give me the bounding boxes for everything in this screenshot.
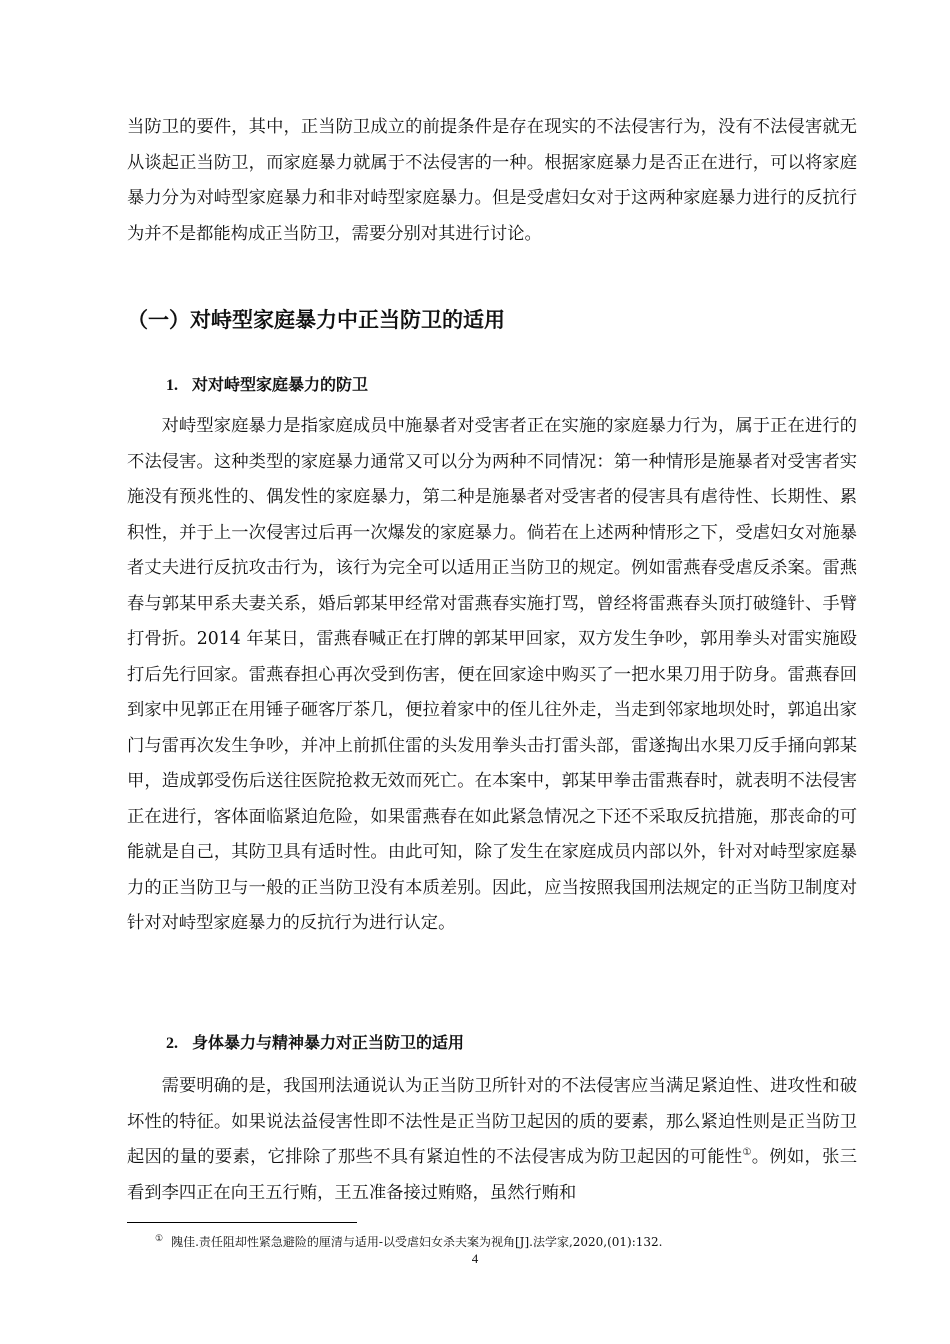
- subsection-title-2: 身体暴力与精神暴力对正当防卫的适用: [192, 1033, 465, 1052]
- subsection-heading-1: [166, 372, 368, 395]
- paragraph-1-block: [127, 409, 857, 942]
- subsection-title-1: 对对峙型家庭暴力的防卫: [192, 375, 369, 394]
- intro-paragraph-block: [127, 110, 857, 252]
- footnote-separator: [127, 1222, 357, 1223]
- paragraph-2-text: 需要明确的是，我国刑法通说认为正当防卫所针对的不法侵害应当满足紧迫性、进攻性和破坏性的特征。如果说法益侵害性即不法性是正当防卫起因的质的要素，那么紧迫性则是正当防卫起因的量的要素，它排除了那些不具有紧迫性的不法侵害成为防卫起因的可能性: [127, 1076, 857, 1167]
- paragraph-2-tail: 。例如，张三看到李四正在向王五行贿，王五准备接过贿赂，虽然行贿和: [127, 1147, 857, 1203]
- subsection-heading-2: [166, 1030, 464, 1053]
- paragraph-2: [127, 1069, 857, 1211]
- footnote: [155, 1233, 663, 1250]
- page-number: 4: [471, 1251, 479, 1266]
- footnote-mark: ①: [155, 1234, 164, 1244]
- subsection-number-2: 2.: [166, 1035, 178, 1052]
- paragraph-1: 对峙型家庭暴力是指家庭成员中施暴者对受害者正在实施的家庭暴力行为，属于正在进行的不法侵害。这种类型的家庭暴力通常又可以分为两种不同情况：第一种情形是施暴者对受害者实施没有预兆性的、偶发性的家庭暴力，第二种是施暴者对受害者的侵害具有虐待性、长期性、累积性，并于上一次侵害过后再一次爆发的家庭暴力。倘若在上述两种情形之下，受虐妇女对施暴者丈夫进行反抗攻击行为，该行为完全可以适用正当防卫的规定。例如雷燕春受虐反杀案。雷燕春与郭某甲系夫妻关系，婚后郭某甲经常对雷燕春实施打骂，曾经将雷燕春头顶打破缝针、手臂打骨折。2014 年某日，雷燕春喊正在打牌的郭某甲回家，双方发生争吵，郭用拳头对雷实施殴打后先行回家。雷燕春担心再次受到伤害，便在回家途中购买了一把水果刀用于防身。雷燕春回到家中见郭正在用锤子砸客厅茶几，便拉着家中的侄儿往外走，当走到邻家地坝处时，郭追出家门与雷再次发生争吵，并冲上前抓住雷的头发用拳头击打雷头部，雷遂掏出水果刀反手捅向郭某甲，造成郭受伤后送往医院抢救无效而死亡。在本案中，郭某甲拳击雷燕春时，就表明不法侵害正在进行，客体面临紧迫危险，如果雷燕春在如此紧急情况之下还不采取反抗措施，那丧命的可能就是自己，其防卫具有适时性。由此可知，除了发生在家庭成员内部以外，针对对峙型家庭暴力的正当防卫与一般的正当防卫没有本质差别。因此，应当按照我国刑法规定的正当防卫制度对针对对峙型家庭暴力的反抗行为进行认定。: [127, 416, 857, 933]
- intro-paragraph: 当防卫的要件，其中，正当防卫成立的前提条件是存在现实的不法侵害行为，没有不法侵害就无从谈起正当防卫，而家庭暴力就属于不法侵害的一种。根据家庭暴力是否正在进行，可以将家庭暴力分为对峙型家庭暴力和非对峙型家庭暴力。但是受虐妇女对于这两种家庭暴力进行的反抗行为并不是都能构成正当防卫，需要分别对其进行讨论。: [127, 117, 857, 244]
- subsection-number-1: 1.: [166, 377, 178, 394]
- paragraph-2-block: [127, 1069, 857, 1211]
- footnote-text: 隗佳.责任阻却性紧急避险的厘清与适用-以受虐妇女杀夫案为视角[J].法学家,2020,(01):132.: [171, 1235, 663, 1249]
- section-heading: （一）对峙型家庭暴力中正当防卫的适用: [127, 308, 505, 332]
- footnote-reference[interactable]: ①: [742, 1147, 752, 1159]
